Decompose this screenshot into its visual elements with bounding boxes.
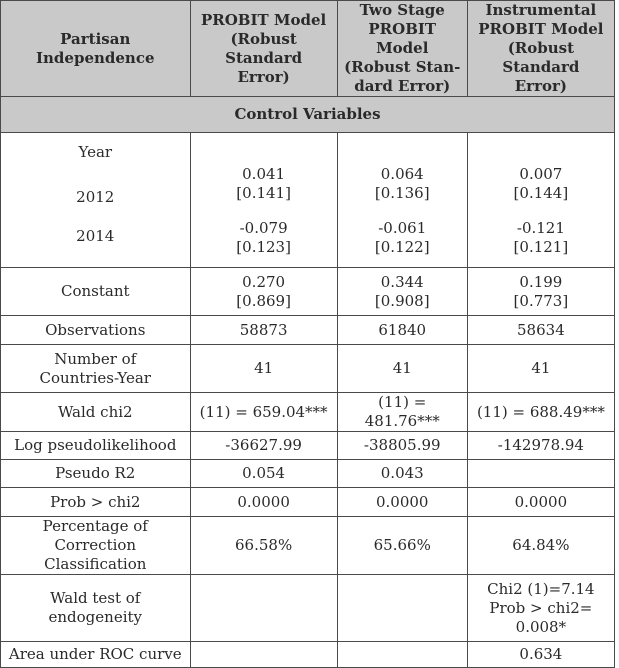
roc-two-stage — [337, 642, 467, 668]
year-label: Year — [78, 143, 113, 161]
header-label: Partisan Independence — [36, 29, 155, 67]
se: [0.908] — [374, 291, 430, 310]
se-2012: [0.136] — [374, 184, 430, 202]
observations-label: Observations — [1, 316, 191, 345]
coef-2012: 0.041 — [242, 165, 286, 183]
header-line: (Robust Standard — [502, 39, 580, 76]
pseudo-instrumental — [467, 460, 614, 488]
roc-probit — [190, 642, 337, 668]
constant-label: Constant — [1, 268, 191, 316]
header-probit — [190, 1, 337, 97]
wald-two-stage: (11) = 481.76*** — [337, 393, 467, 432]
se-2012: [0.141] — [236, 184, 291, 202]
year-labels — [1, 133, 191, 268]
wald-probit: (11) = 659.04*** — [190, 393, 337, 432]
pcc-row — [1, 517, 615, 575]
se: [0.869] — [236, 291, 291, 310]
loglik-two-stage: -38805.99 — [337, 432, 467, 460]
endogeneity-instrumental — [467, 575, 614, 642]
pseudo-row — [1, 460, 615, 488]
constant-instrumental — [467, 268, 614, 316]
header-line: Error) — [237, 67, 290, 86]
coef: 0.344 — [380, 272, 424, 291]
year-instrumental — [467, 133, 614, 268]
endogeneity-probit — [190, 575, 337, 642]
pseudo-label: Pseudo R2 — [1, 460, 191, 488]
constant-two-stage — [337, 268, 467, 316]
loglik-row — [1, 432, 615, 460]
countries-probit: 41 — [190, 345, 337, 393]
endogeneity-label: Wald test of endogeneity — [1, 575, 191, 642]
roc-instrumental: 0.634 — [467, 642, 614, 668]
prob-two-stage: 0.0000 — [337, 488, 467, 517]
se-2014: [0.121] — [513, 238, 569, 256]
loglik-label: Log pseudolikelihood — [1, 432, 191, 460]
endogeneity-two-stage — [337, 575, 467, 642]
year-probit — [190, 133, 337, 268]
header-line: Two Stage — [359, 1, 445, 19]
header-line: Error) — [514, 77, 567, 95]
prob-probit: 0.0000 — [190, 488, 337, 517]
loglik-probit: -36627.99 — [190, 432, 337, 460]
endo-line: 0.008* — [515, 617, 567, 636]
se-2014: [0.122] — [374, 238, 430, 256]
pcc-instrumental: 64.84% — [467, 517, 614, 575]
wald-instrumental: (11) = 688.49*** — [467, 393, 614, 432]
countries-label — [1, 345, 191, 393]
prob-row — [1, 488, 615, 517]
constant-row — [1, 268, 615, 316]
year-2012-label: 2012 — [76, 188, 115, 206]
observations-instrumental: 58634 — [467, 316, 614, 345]
loglik-instrumental: -142978.94 — [467, 432, 614, 460]
coef-2014: -0.121 — [516, 219, 565, 237]
pcc-two-stage: 65.66% — [337, 517, 467, 575]
observations-probit: 58873 — [190, 316, 337, 345]
roc-label: Area under ROC curve — [1, 642, 191, 668]
se-2014: [0.123] — [236, 238, 291, 256]
header-line: (Robust Standard — [225, 29, 303, 67]
header-instrumental — [467, 1, 614, 97]
coef-2012: 0.064 — [380, 165, 424, 183]
header-line: PROBIT Model — [368, 20, 437, 57]
observations-two-stage: 61840 — [337, 316, 467, 345]
pcc-probit: 66.58% — [190, 517, 337, 575]
header-line: Instrumental — [485, 1, 597, 19]
constant-probit — [190, 268, 337, 316]
label-line: Percentage of Correction — [42, 517, 148, 554]
observations-row — [1, 316, 615, 345]
endo-line: Chi2 (1)=7.14 — [487, 579, 595, 598]
prob-label: Prob > chi2 — [1, 488, 191, 517]
pseudo-two-stage: 0.043 — [337, 460, 467, 488]
header-row — [1, 1, 615, 97]
endogeneity-row — [1, 575, 615, 642]
section-row — [1, 97, 615, 133]
coef-2014: -0.061 — [378, 219, 427, 237]
pseudo-probit: 0.054 — [190, 460, 337, 488]
section-title: Control Variables — [1, 97, 615, 133]
label-line: Number of — [54, 349, 137, 368]
pcc-label — [1, 517, 191, 575]
label-line: Countries-Year — [39, 368, 151, 387]
header-line: (Robust Stan- — [344, 58, 461, 76]
year-2014-label: 2014 — [76, 227, 115, 245]
header-line: dard Error) — [354, 77, 451, 95]
coef-2014: -0.079 — [239, 219, 288, 237]
header-line: PROBIT Model — [201, 10, 327, 29]
se-2012: [0.144] — [513, 184, 569, 202]
year-two-stage — [337, 133, 467, 268]
header-line: PROBIT Model — [478, 20, 604, 38]
year-row — [1, 133, 615, 268]
countries-two-stage: 41 — [337, 345, 467, 393]
countries-row — [1, 345, 615, 393]
wald-row — [1, 393, 615, 432]
coef: 0.270 — [242, 272, 286, 291]
countries-instrumental: 41 — [467, 345, 614, 393]
header-partisan-independence — [1, 1, 191, 97]
coef: 0.199 — [519, 272, 563, 291]
roc-row — [1, 642, 615, 668]
wald-label: Wald chi2 — [1, 393, 191, 432]
coef-2012: 0.007 — [519, 165, 563, 183]
header-two-stage — [337, 1, 467, 97]
se: [0.773] — [513, 291, 569, 310]
prob-instrumental: 0.0000 — [467, 488, 614, 517]
label-line: Classification — [44, 555, 147, 573]
endo-line: Prob > chi2= — [489, 598, 593, 617]
